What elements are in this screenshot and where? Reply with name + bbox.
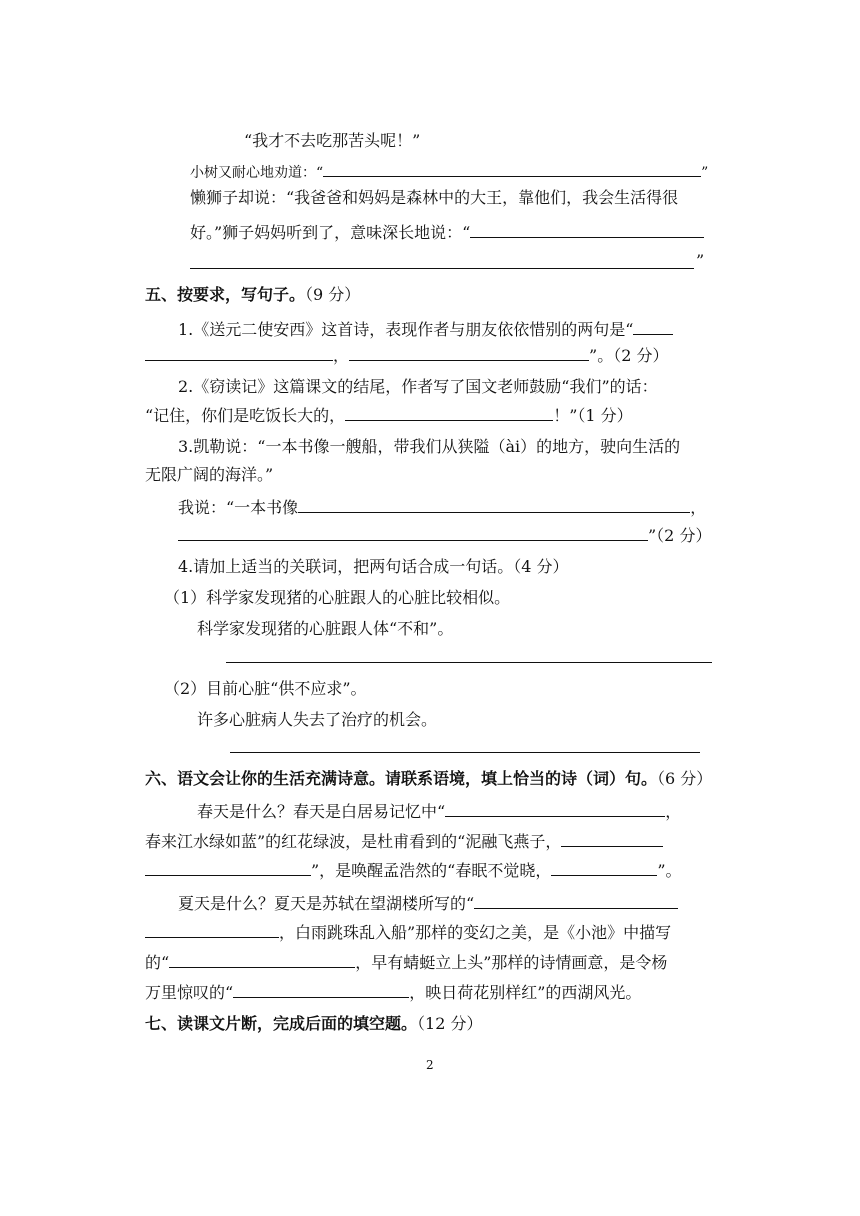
story-line-4: 好。”狮子妈妈听到了，意味深长地说：“ bbox=[190, 221, 704, 244]
story-line-2: 小树又耐心地劝道：“ ” bbox=[190, 160, 708, 184]
answer-blank[interactable] bbox=[474, 892, 678, 909]
s5-q3-line-1: 3.凯勒说：“一本书像一艘船，带我们从狭隘（ài）的地方，驶向生活的 bbox=[178, 437, 681, 456]
answer-blank[interactable] bbox=[178, 524, 648, 541]
answer-blank[interactable] bbox=[145, 859, 311, 876]
s5-q1-line-2: ， ”。（2 分） bbox=[145, 344, 668, 367]
answer-blank[interactable] bbox=[233, 981, 409, 998]
s5-q4-1-sentence-b: 科学家发现猪的心脏跟人体“不和”。 bbox=[197, 619, 454, 638]
answer-blank[interactable] bbox=[345, 404, 553, 421]
story-line-5-quote: ” bbox=[696, 251, 705, 270]
section-7-heading: 七、读课文片断，完成后面的填空题。（12 分） bbox=[145, 1014, 483, 1033]
answer-blank[interactable] bbox=[169, 951, 355, 968]
answer-blank[interactable] bbox=[349, 344, 589, 361]
answer-line[interactable] bbox=[190, 268, 694, 269]
answer-blank[interactable] bbox=[145, 344, 333, 361]
s6-p1-line-2: 春来江水绿如蓝”的红花绿波，是杜甫看到的“泥融飞燕子， bbox=[145, 830, 663, 853]
answer-blank[interactable] bbox=[551, 859, 657, 876]
s5-q4-1-sentence-a: （1）科学家发现猪的心脏跟人的心脏比较相似。 bbox=[164, 588, 511, 607]
s5-q4-instruction: 4.请加上适当的关联词，把两句话合成一句话。（4 分） bbox=[178, 557, 569, 576]
answer-blank[interactable] bbox=[470, 221, 704, 238]
answer-blank[interactable] bbox=[323, 160, 701, 177]
s6-p2-line-2: ，白雨跳珠乱入船”那样的变幻之美，是《小池》中描写 bbox=[145, 921, 671, 944]
s5-q2-line-2: “记住，你们是吃饭长大的， ！”（1 分） bbox=[145, 406, 633, 425]
answer-blank[interactable] bbox=[145, 921, 279, 938]
s5-q4-2-sentence-b: 许多心脏病人失去了治疗的机会。 bbox=[197, 710, 438, 729]
answer-line[interactable] bbox=[226, 662, 712, 663]
story-line-3: 懒狮子却说：“我爸爸和妈妈是森林中的大王，靠他们，我会生活得很 bbox=[190, 188, 679, 207]
answer-blank[interactable] bbox=[298, 496, 690, 513]
s5-q3-line-2: 无限广阔的海洋。” bbox=[145, 465, 274, 484]
s5-q1-line-1: 1.《送元二使安西》这首诗，表现作者与朋友依依惜别的两句是“ bbox=[178, 318, 673, 341]
s6-p1-line-3: ”，是唤醒孟浩然的“春眠不觉晓， ”。 bbox=[145, 859, 682, 882]
section-5-heading: 五、按要求，写句子。（9 分） bbox=[145, 285, 361, 304]
s5-q2-line-1: 2.《窃读记》这篇课文的结尾，作者写了国文老师鼓励“我们”的话： bbox=[178, 377, 658, 396]
answer-blank[interactable] bbox=[445, 800, 665, 817]
s6-p2-line-1: 夏天是什么？夏天是苏轼在望湖楼所写的“ bbox=[178, 892, 678, 915]
answer-blank[interactable] bbox=[633, 318, 673, 335]
page-number: 2 bbox=[426, 1058, 434, 1072]
answer-line[interactable] bbox=[230, 752, 700, 753]
s5-q3-line-3: 我说：“一本书像 ， bbox=[178, 498, 707, 517]
story-line-1: “我才不去吃那苦头呢！” bbox=[244, 131, 421, 150]
s6-p2-line-4: 万里惊叹的“ ，映日荷花别样红”的西湖风光。 bbox=[145, 983, 642, 1002]
section-6-heading: 六、语文会让你的生活充满诗意。请联系语境，填上恰当的诗（词）句。（6 分） bbox=[145, 769, 713, 788]
s5-q3-line-4: ”（2 分） bbox=[178, 524, 711, 547]
answer-blank[interactable] bbox=[561, 830, 663, 847]
s5-q4-2-sentence-a: （2）目前心脏“供不应求”。 bbox=[164, 679, 367, 698]
s6-p2-line-3: 的“ ，早有蜻蜓立上头”那样的诗情画意，是令杨 bbox=[145, 953, 668, 972]
s6-p1-line-1: 春天是什么？春天是白居易记忆中“ ， bbox=[197, 802, 682, 821]
